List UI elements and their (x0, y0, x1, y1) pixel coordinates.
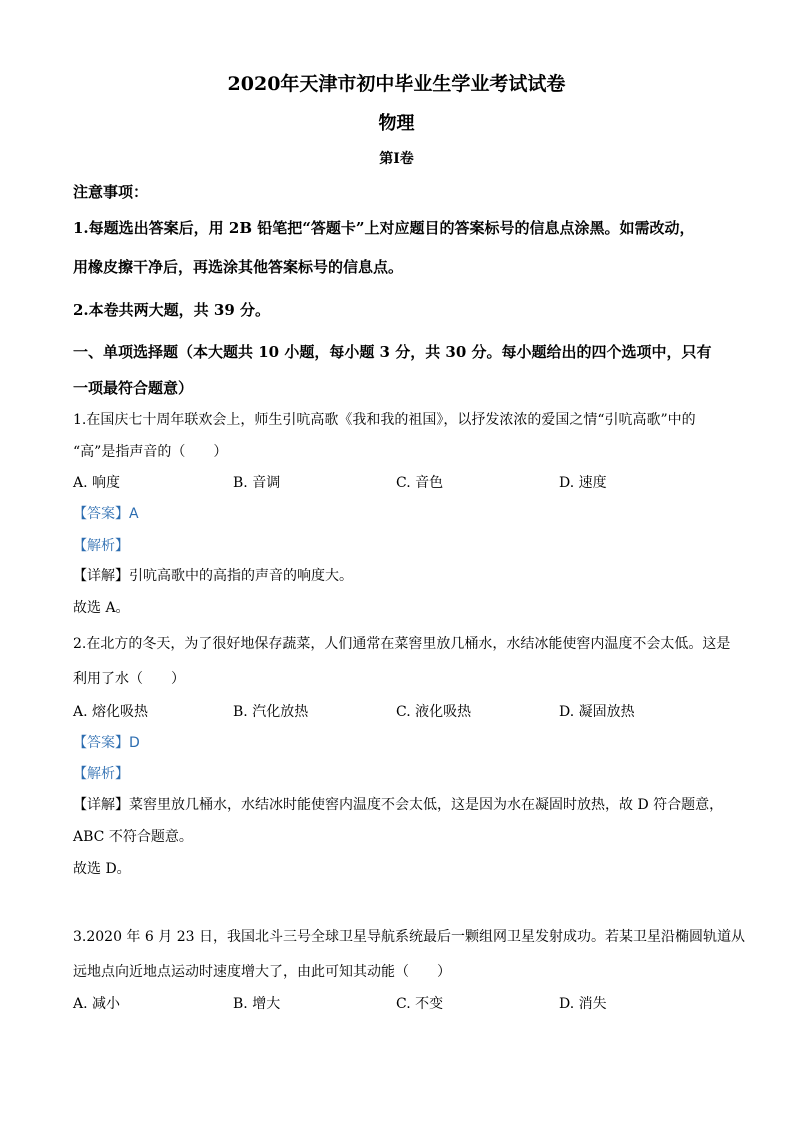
q3-option-b: B. 增大 (233, 996, 281, 1012)
q1-option-c: C. 音色 (396, 475, 444, 491)
section-heading-line-2: 一项最符合题意） (73, 379, 194, 397)
q3-option-a: A. 减小 (73, 996, 121, 1012)
q1-option-a: A. 响度 (73, 475, 121, 491)
q2-option-a: A. 熔化吸热 (73, 704, 149, 720)
subject-title: 物理 (378, 113, 415, 134)
notice-item-1-line-2: 用橡皮擦干净后，再选涂其他答案标号的信息点。 (73, 258, 404, 276)
q1-detail: 【详解】引吭高歌中的高指的声音的响度大。 (73, 568, 353, 584)
notice-heading: 注意事项： (73, 183, 149, 201)
page-title: 2020年天津市初中毕业生学业考试试卷 (227, 73, 566, 95)
q2-option-d: D. 凝固放热 (559, 704, 635, 720)
q2-option-b: B. 汽化放热 (233, 704, 309, 720)
q1-conclusion: 故选 A。 (73, 600, 130, 616)
q1-option-d: D. 速度 (559, 475, 607, 491)
notice-item-1-line-1: 1.每题选出答案后，用 2B 铅笔把“答题卡”上对应题目的答案标号的信息点涂黑。如需改动， (73, 219, 695, 237)
q3-stem-line-1: 3.2020 年 6 月 23 日，我国北斗三号全球卫星导航系统最后一颗组网卫星发射成功。若某卫星沿椭圆轨道从 (73, 929, 745, 945)
q1-option-b: B. 音调 (233, 475, 281, 491)
q1-stem-line-1: 1.在国庆七十周年联欢会上，师生引吭高歌《我和我的祖国》，以抒发浓浓的爱国之情“引吭高歌”中的 (73, 412, 696, 428)
q2-detail-line-1: 【详解】菜窖里放几桶水，水结冰时能使窖内温度不会太低，这是因为水在凝固时放热，故 D 符合题意， (73, 797, 724, 813)
q2-option-c: C. 液化吸热 (396, 704, 472, 720)
q3-option-c: C. 不变 (396, 996, 444, 1012)
q3-option-d: D. 消失 (559, 996, 607, 1012)
q3-stem-line-2: 远地点向近地点运动时速度增大了，由此可知其动能（ ） (73, 964, 451, 980)
q2-detail-line-2: ABC 不符合题意。 (73, 829, 193, 845)
q1-answer: 【答案】A (73, 506, 139, 522)
q1-stem-line-2: “高”是指声音的（ ） (73, 444, 228, 460)
q2-stem-line-2: 利用了水（ ） (73, 671, 185, 687)
section-heading-line-1: 一、单项选择题（本大题共 10 小题，每小题 3 分，共 30 分。每小题给出的四个选项中，只有 (73, 343, 712, 361)
q2-stem-line-1: 2.在北方的冬天，为了很好地保存蔬菜，人们通常在菜窖里放几桶水，水结冰能使窖内温度不会太低。这是 (73, 636, 731, 652)
q2-analysis-label: 【解析】 (73, 766, 129, 782)
q2-answer: 【答案】D (73, 735, 140, 751)
volume-label: 第I卷 (379, 151, 414, 167)
q1-analysis-label: 【解析】 (73, 538, 129, 554)
notice-item-2: 2.本卷共两大题，共 39 分。 (73, 301, 270, 319)
q2-conclusion: 故选 D。 (73, 861, 131, 877)
